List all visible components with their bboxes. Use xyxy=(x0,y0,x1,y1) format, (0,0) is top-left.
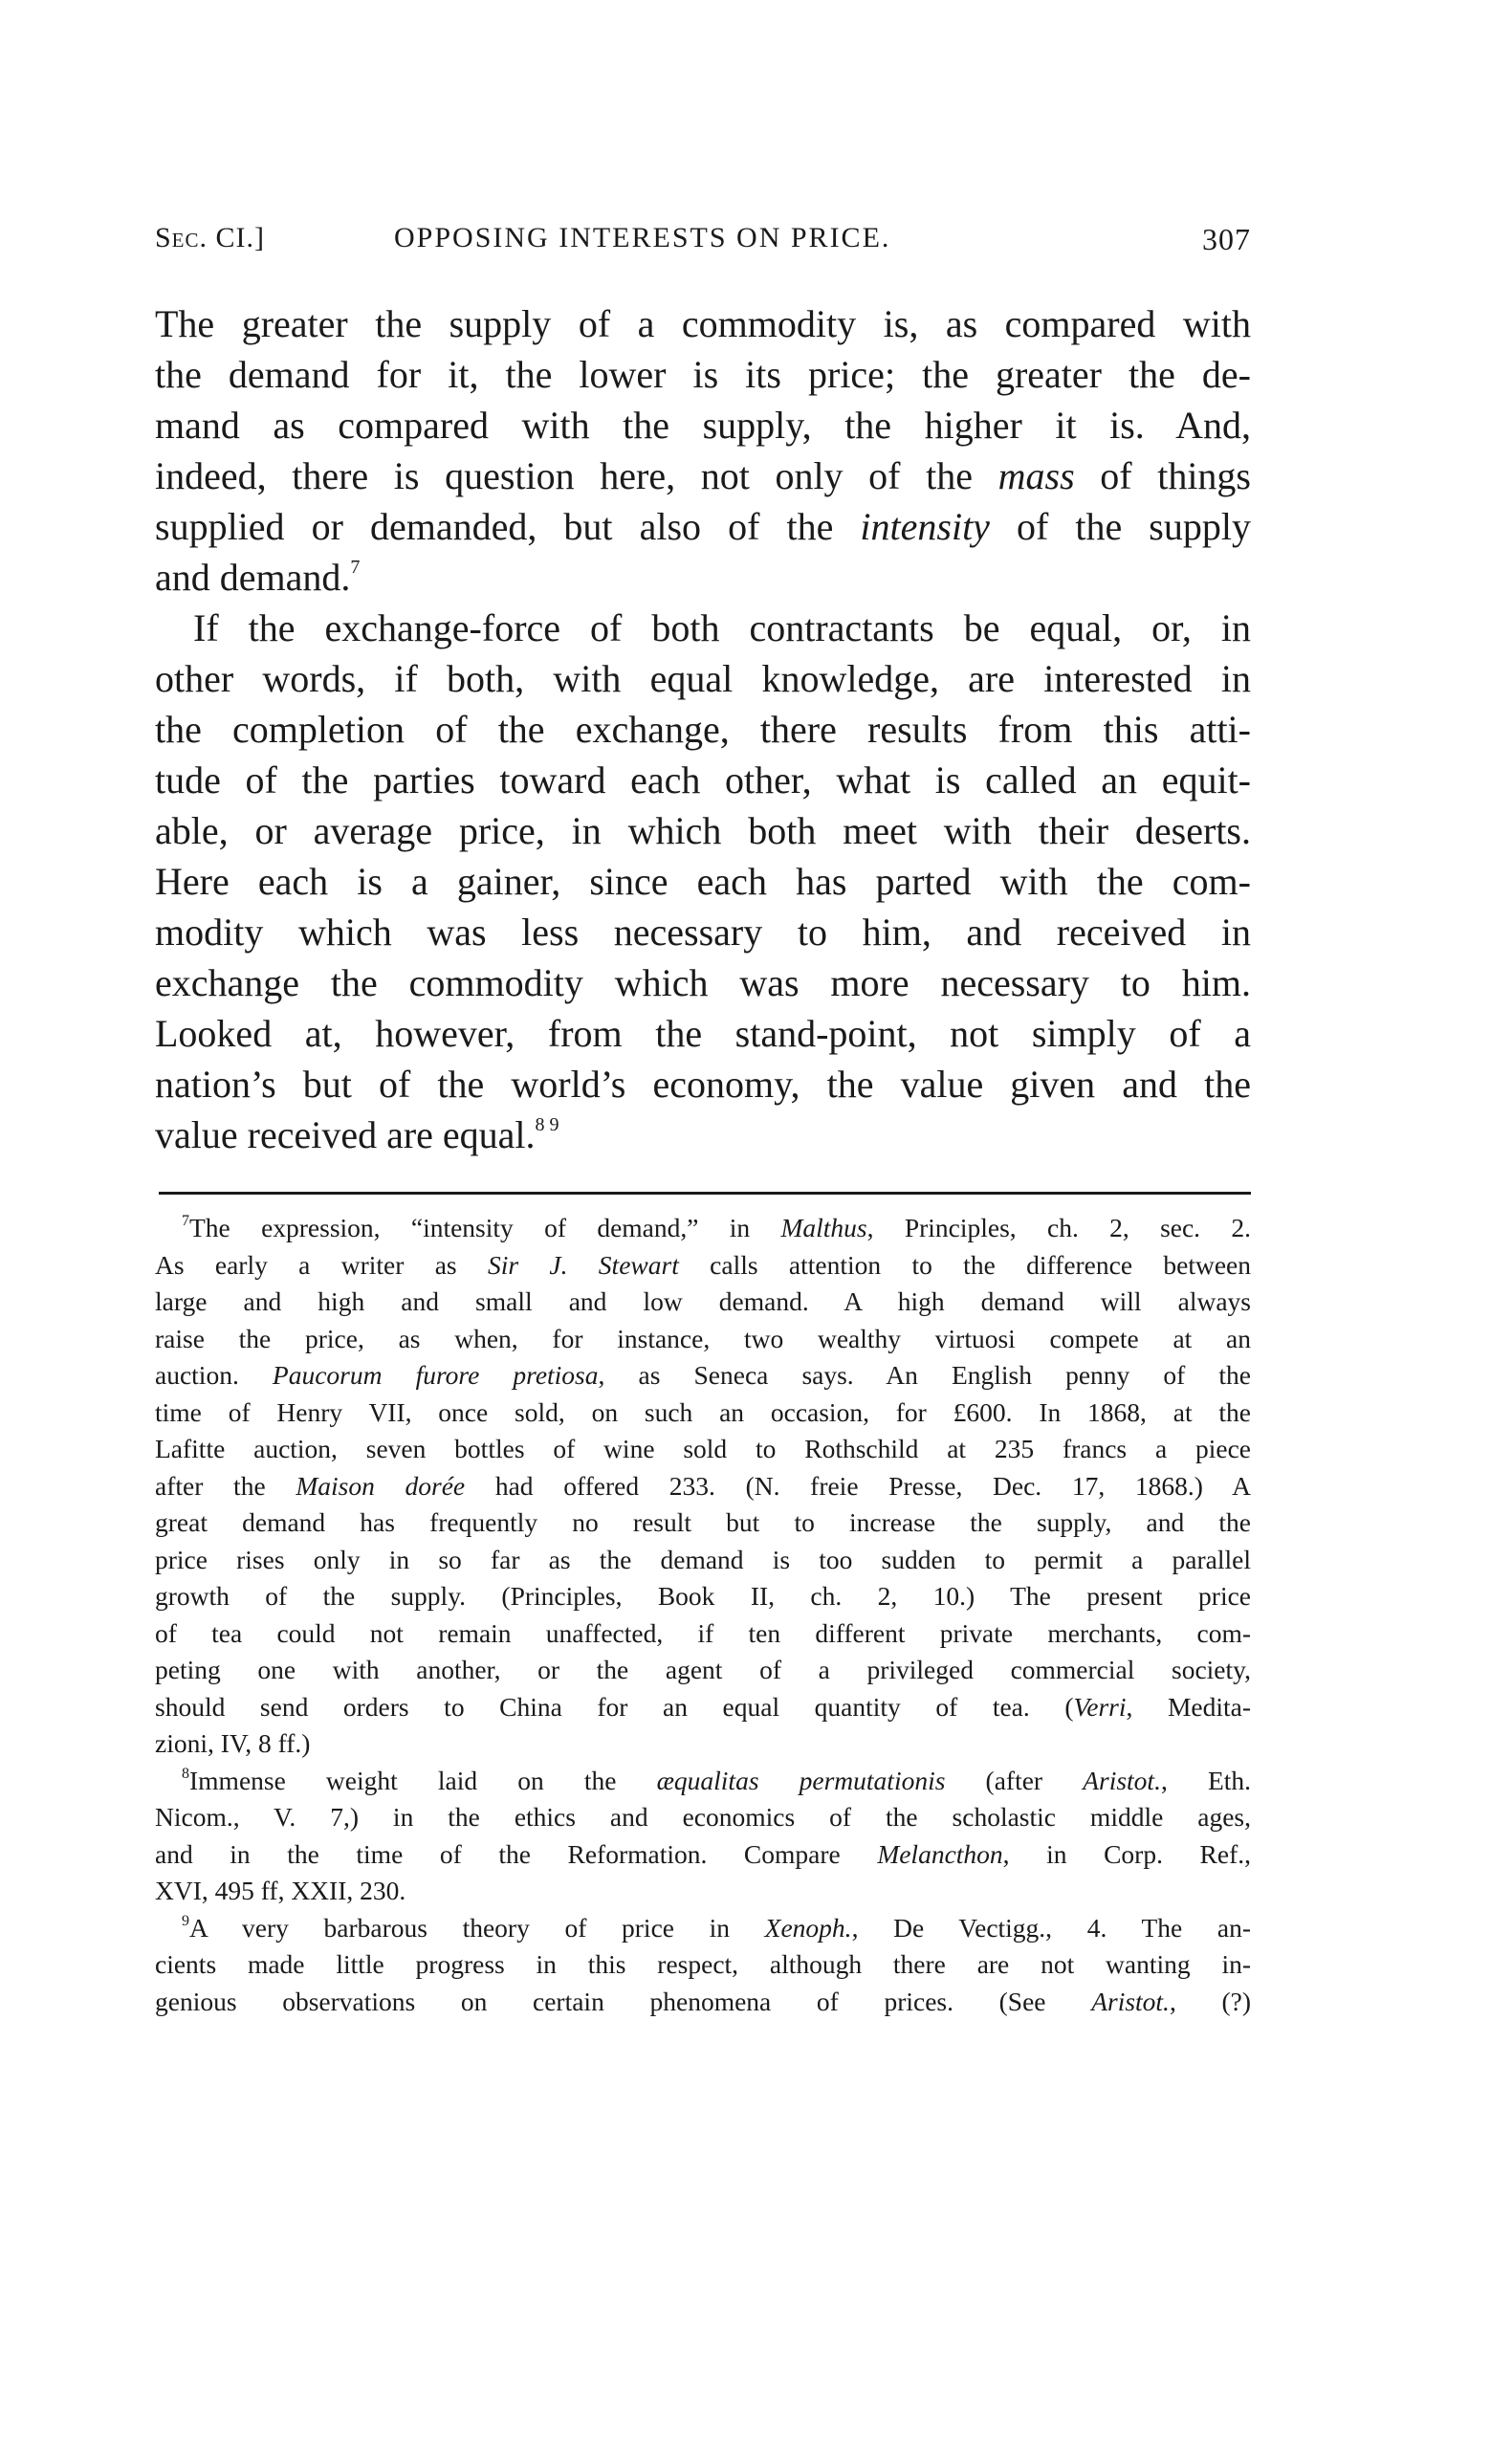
text-line xyxy=(155,1836,1251,1874)
italic-term: mass xyxy=(997,454,1075,497)
italic-term: intensity xyxy=(860,505,990,548)
text-line: exchange the commodity which was more necessary to him. xyxy=(155,961,1251,1004)
text-line: large and high and small and low demand. A high demand will always xyxy=(155,1286,1251,1316)
text-span: auction. xyxy=(155,1360,273,1390)
text-line: growth of the supply. (Principles, Book II, ch. 2, 10.) The present price xyxy=(155,1581,1251,1611)
footnotes xyxy=(155,1210,1251,2020)
text-line: tude of the parties toward each other, what is called an equit- xyxy=(155,758,1251,802)
italic-term: æqualitas permutationis xyxy=(656,1765,946,1795)
footnote-reference[interactable]: 7 xyxy=(350,557,361,578)
footnote-reference[interactable]: 8 9 xyxy=(535,1114,559,1135)
text-line xyxy=(155,1984,1251,2021)
text-span: , (?) xyxy=(1169,1986,1251,2016)
text-line xyxy=(155,1689,1251,1726)
text-line xyxy=(155,1763,1251,1800)
text-span: , as Seneca says. An English penny of the xyxy=(598,1360,1251,1390)
text-line: modity which was less necessary to him, and received in xyxy=(155,911,1251,954)
text-span: had offered 233. (N. freie Presse, Dec. 17, 1868.) A xyxy=(465,1470,1251,1501)
footnote-marker: 8 xyxy=(182,1765,189,1782)
text-span: , Medita- xyxy=(1126,1691,1251,1722)
text-line: XVI, 495 ff, XXII, 230. xyxy=(155,1876,406,1905)
text-line: other words, if both, with equal knowledge, are interested in xyxy=(155,657,1251,700)
text-span: , De Vectigg., 4. The an- xyxy=(851,1912,1251,1943)
text-line: raise the price, as when, for instance, two wealthy virtuosi compete at an xyxy=(155,1323,1251,1353)
text-span: genious observations on certain phenomena of prices. (See xyxy=(155,1986,1092,2016)
section-label: Sec. CI.] xyxy=(155,222,266,253)
text-line: of tea could not remain unaffected, if ten different private merchants, com- xyxy=(155,1617,1251,1648)
text-line xyxy=(155,1210,1251,1247)
text-span: Immense weight laid on the xyxy=(189,1765,657,1795)
running-head xyxy=(155,222,1251,260)
text-line xyxy=(155,1247,1251,1285)
text-line xyxy=(155,1357,1251,1395)
text-line: Looked at, however, from the stand-point, not simply of a xyxy=(155,1012,1251,1055)
text-line xyxy=(155,450,1251,501)
text-span: should send orders to China for an equal quantity of tea. ( xyxy=(155,1691,1074,1722)
text-line: The greater the supply of a commodity is, as compared with xyxy=(155,302,1251,345)
chapter-title: OPPOSING INTERESTS ON PRICE. xyxy=(394,222,891,253)
text-line: able, or average price, in which both meet with their deserts. xyxy=(155,809,1251,852)
text-line xyxy=(155,552,1251,603)
page-number: 307 xyxy=(1202,222,1251,256)
text-line: price rises only in so far as the demand is too sudden to permit a parallel xyxy=(155,1544,1251,1574)
text-line xyxy=(155,1109,1251,1160)
text-line xyxy=(155,1468,1251,1505)
italic-term: Paucorum furore pretiosa xyxy=(272,1360,599,1390)
text-span: and demand. xyxy=(155,556,351,599)
italic-term: Sir J. Stewart xyxy=(487,1249,679,1280)
main-text xyxy=(155,298,1251,1160)
italic-term: Verri xyxy=(1073,1691,1127,1722)
text-line: If the exchange-force of both contractants be equal, or, in xyxy=(193,606,1251,649)
text-line: cients made little progress in this respect, although there are not wanting in- xyxy=(155,1949,1251,1979)
italic-term: Malthus xyxy=(780,1213,867,1242)
footnote-marker: 9 xyxy=(182,1912,189,1929)
italic-term: Aristot. xyxy=(1083,1765,1161,1795)
text-span: , Principles, ch. 2, sec. 2. xyxy=(866,1213,1251,1242)
text-span: indeed, there is question here, not only of the xyxy=(155,454,998,497)
text-span: A very barbarous theory of price in xyxy=(189,1912,765,1943)
text-span: (after xyxy=(945,1765,1084,1795)
italic-term: Maison dorée xyxy=(296,1470,466,1501)
text-line: nation’s but of the world’s economy, the value given and the xyxy=(155,1063,1251,1106)
footnote-7 xyxy=(155,1210,1251,1763)
text-line: the completion of the exchange, there results from this atti- xyxy=(155,708,1251,751)
text-line: great demand has frequently no result but to increase the supply, and the xyxy=(155,1507,1251,1537)
text-span: of the supply xyxy=(989,505,1251,548)
text-span: after the xyxy=(155,1470,296,1501)
footnote-9 xyxy=(155,1910,1251,2021)
text-line xyxy=(155,1910,1251,1947)
text-line: Nicom., V. 7,) in the ethics and economics of the scholastic middle ages, xyxy=(155,1802,1251,1832)
text-span: calls attention to the difference between xyxy=(678,1249,1251,1280)
text-span: , in Corp. Ref., xyxy=(1002,1838,1251,1869)
text-span: of things xyxy=(1074,454,1251,497)
text-line: Lafitte auction, seven bottles of wine sold to Rothschild at 235 francs a piece xyxy=(155,1434,1251,1463)
footnote-8 xyxy=(155,1763,1251,1910)
text-line xyxy=(155,501,1251,552)
text-line: peting one with another, or the agent of a privileged commercial society, xyxy=(155,1655,1251,1684)
footnote-separator xyxy=(159,1192,1251,1195)
italic-term: Aristot. xyxy=(1091,1986,1170,2016)
text-line: zioni, IV, 8 ff.) xyxy=(155,1728,311,1758)
italic-term: Melancthon xyxy=(877,1838,1003,1869)
text-line: time of Henry VII, once sold, on such an occasion, for £600. In 1868, at the xyxy=(155,1396,1251,1427)
text-span: The expression, “intensity of demand,” in xyxy=(189,1213,781,1242)
text-line: the demand for it, the lower is its price; the greater the de- xyxy=(155,353,1251,396)
text-line: mand as compared with the supply, the higher it is. And, xyxy=(155,404,1251,447)
paragraph xyxy=(155,298,1251,603)
text-span: value received are equal. xyxy=(155,1113,536,1156)
italic-term: Xenoph. xyxy=(764,1912,852,1943)
text-span: and in the time of the Reformation. Compare xyxy=(155,1838,878,1869)
footnote-marker: 7 xyxy=(182,1213,189,1229)
text-span: supplied or demanded, but also of the xyxy=(155,505,861,548)
text-span: As early a writer as xyxy=(155,1249,488,1280)
text-line: Here each is a gainer, since each has parted with the com- xyxy=(155,860,1251,903)
text-span: , Eth. xyxy=(1160,1765,1252,1795)
paragraph xyxy=(155,603,1251,1160)
